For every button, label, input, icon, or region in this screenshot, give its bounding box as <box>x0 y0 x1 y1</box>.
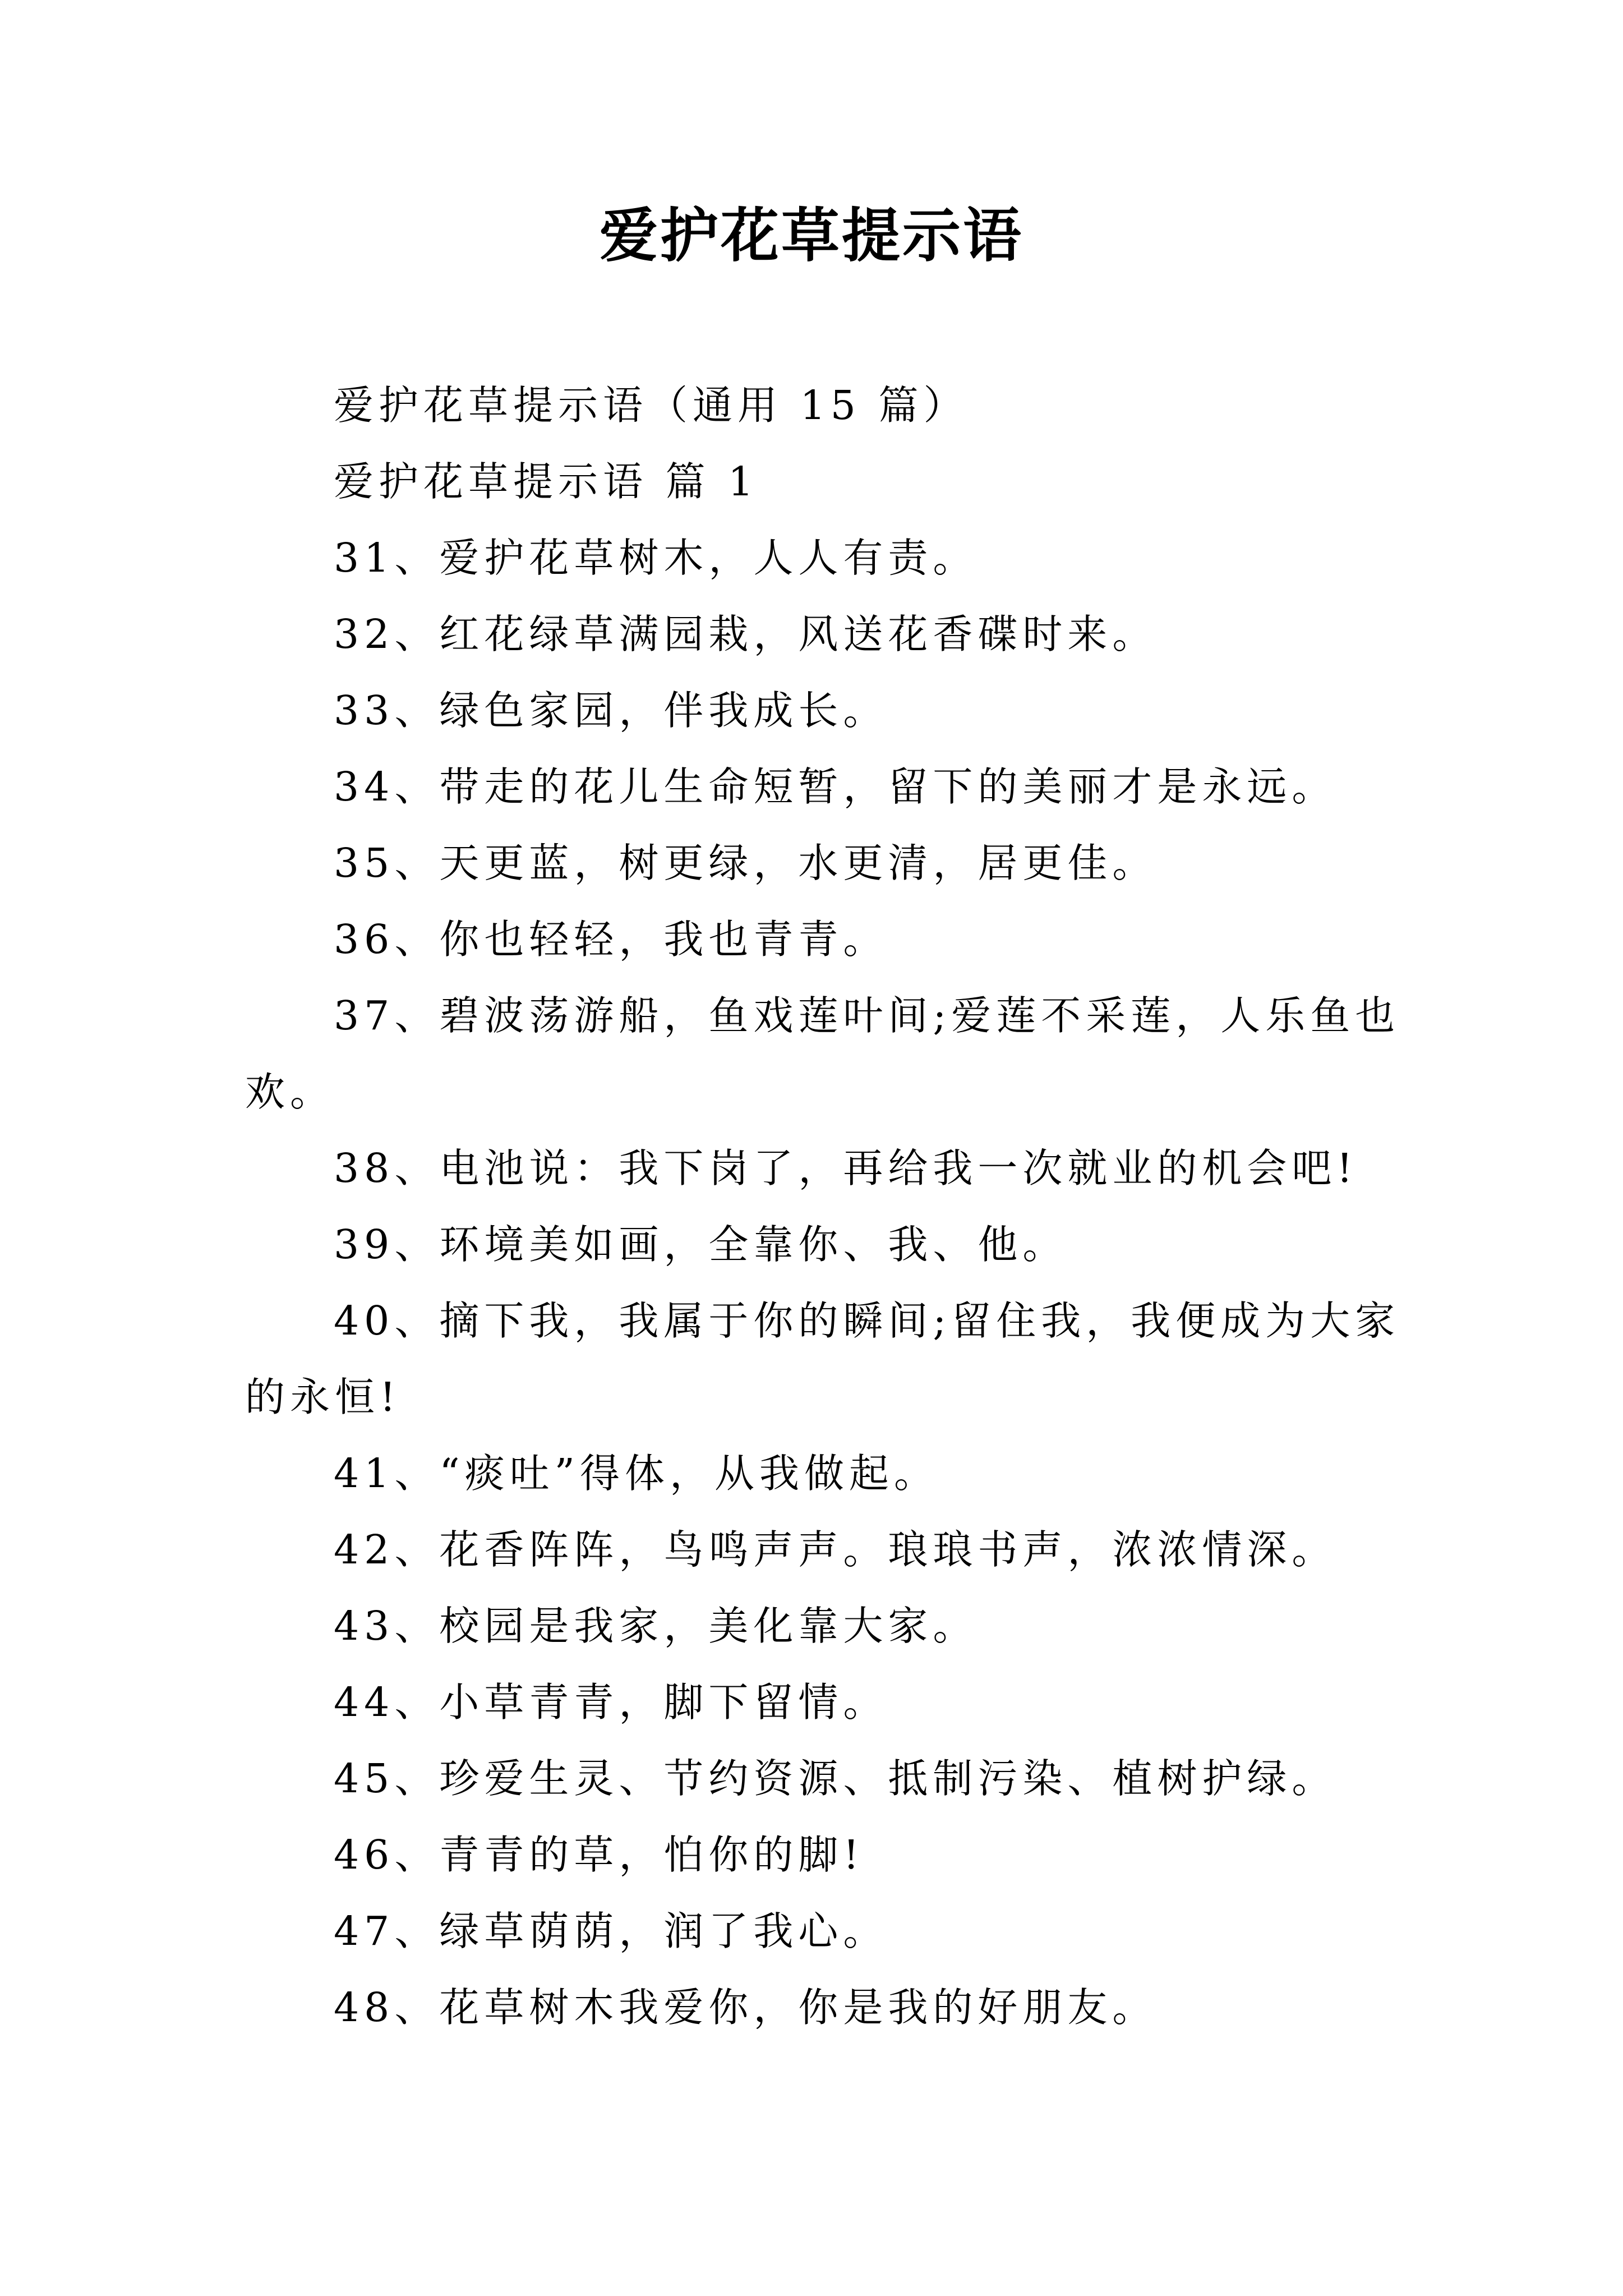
paragraph-line: 43、校园是我家，美化靠大家。 <box>334 1603 978 1649</box>
paragraph-line: 38、电池说：我下岗了，再给我一次就业的机会吧! <box>334 1145 1358 1191</box>
paragraph-line: 45、珍爱生灵、节约资源、抵制污染、植树护绿。 <box>334 1755 1337 1802</box>
paragraph-line: 36、你也轻轻，我也青青。 <box>334 916 888 963</box>
paragraph-line: 31、爱护花草树木，人人有责。 <box>334 535 978 581</box>
paragraph-line: 33、绿色家园，伴我成长。 <box>334 687 888 734</box>
paragraph-line: 爱护花草提示语 篇 1 <box>334 458 759 505</box>
paragraph-line: 39、环境美如画，全靠你、我、他。 <box>334 1221 1068 1268</box>
paragraph-line: 34、带走的花儿生命短暂，留下的美丽才是永远。 <box>334 763 1337 810</box>
paragraph-continuation-line: 欢。 <box>245 1069 335 1115</box>
paragraph-line: 48、花草树木我爱你，你是我的好朋友。 <box>334 1984 1158 2031</box>
paragraph-line: 40、摘下我，我属于你的瞬间;留住我，我便成为大家 <box>334 1297 1400 1344</box>
document-body <box>245 367 1400 2046</box>
paragraph-line: 32、红花绿草满园栽，风送花香碟时来。 <box>334 611 1158 657</box>
paragraph-continuation-line: 的永恒! <box>245 1374 401 1420</box>
document-title: 爱护花草提示语 <box>599 201 1023 270</box>
paragraph-line: 46、青青的草，怕你的脚! <box>334 1832 864 1878</box>
paragraph-line: 41、“痰吐”得体，从我做起。 <box>334 1450 939 1497</box>
paragraph-line: 44、小草青青，脚下留情。 <box>334 1679 888 1726</box>
paragraph-line: 37、碧波荡游船，鱼戏莲叶间;爱莲不采莲，人乐鱼也 <box>334 992 1400 1039</box>
paragraph-line: 爱护花草提示语（通用 15 篇） <box>334 382 969 429</box>
paragraph-line: 47、绿草荫荫，润了我心。 <box>334 1908 888 1954</box>
paragraph-line: 42、花香阵阵，鸟鸣声声。琅琅书声，浓浓情深。 <box>334 1526 1337 1573</box>
paragraph-line: 35、天更蓝，树更绿，水更清，居更佳。 <box>334 840 1158 886</box>
